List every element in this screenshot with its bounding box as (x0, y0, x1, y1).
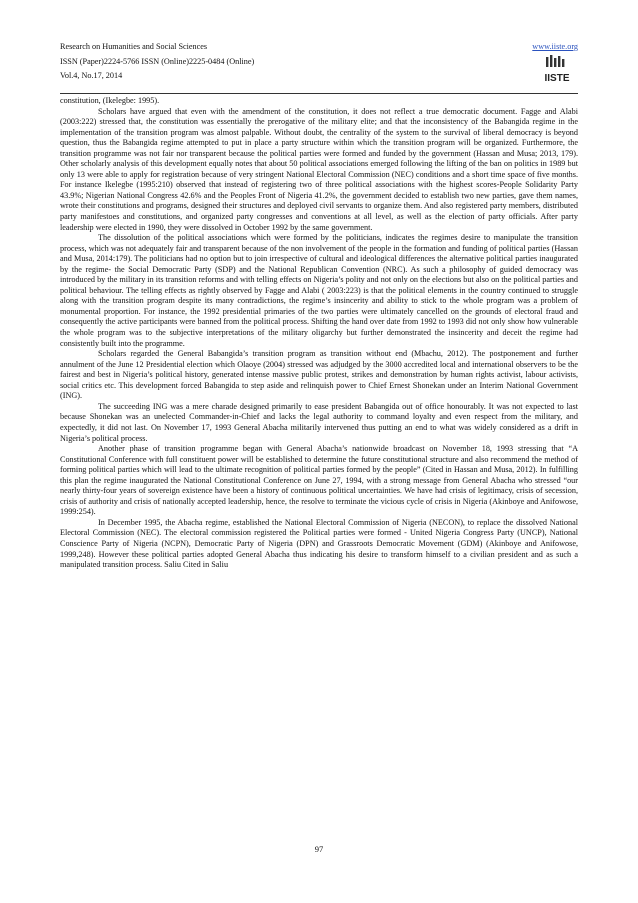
journal-url-link[interactable]: www.iiste.org (532, 42, 578, 51)
journal-info (60, 40, 254, 84)
journal-title: Research on Humanities and Social Sciences (60, 42, 208, 51)
body-paragraph: Another phase of transition programme began with General Abacha’s nationwide broadcast on November 18, 1993 stressing that “A Constitutional Conference with full constituent power will be established to determine the future constitutional structure and also recommend the method of forming political parties which will lead to the ultimate recognition of political parties formed by the people” (Cited in Hassan and Musa, 2012). In fulfilling this plan the regime inaugurated the National Constitutional Conference on June 27, 1994, with a strong message from General Abacha who stressed “our nearly thirty-four years of sovereign existence have been a history of continuous political uncertainties. We have had crisis of legitimacy, crisis of secession, crisis of authority and crisis of nationally accepted leadership, hence, the resolve to terminate the vicious cycle of crisis in Nigeria (Akinboye and Anifowose, 1999:254). (60, 444, 578, 517)
body-paragraph: The dissolution of the political associations which were formed by the politicians, indicates the regimes desire to manipulate the transition process, which was not adequately fair and transparent because of the non involvement of the people in the formation and funding of political parties (Hassan and Musa, 2014:179). The politicians had no option but to join irrespective of cultural and ideological differences the alternative political parties inaugurated by the regime- the Social Democratic Party (SDP) and the National Republican Convention (NRC). As such a philosophy of guided democracy was introduced by the military in its transition reforms and with telling effects on Nigeria’s polity and not only on the elections but also on the political parties and political behaviour. The telling effects as rightly observed by Fagge and Alabi ( 2003:223) is that the political elements in the country continued to struggle along with the transition program despite its many contradictions, the regime’s insincerity and ability to stick to the whole program was a problem of monumental proportion. For instance, the 1992 presidential primaries of the two parties were ultimately cancelled on the grounds of electoral fraud and consequently the active participants were banned from the political process. Shifting the hand over date from 1992 to 1993 did not only show how vulnerable the whole program was to the subjective interpretations of the military oligarchy but further demonstrated the insincerity and deceit the regime had consistently built into the programme. (60, 233, 578, 348)
body-paragraph: The succeeding ING was a mere charade designed primarily to ease president Babangida out of office honourably. It was not expected to last because Shonekan was an unelected Commander-in-Chief and lacks the legal authority to command loyalty and even respect from the military, and expectedly, it did not last. On November 17, 1993 General Abacha militarily intervened thus putting an end to what was widely considered as a drift in Nigeria’s political process. (60, 401, 578, 443)
body-paragraph: Scholars regarded the General Babangida’s transition program as transition without end (Mbachu, 2012). The postponement and further annulment of the June 12 Presidential election which Olaoye (2004) stressed was adjudged by the 3000 accredited local and international observers to be the fairest and best in Nigeria’s political history, generated intense massive public protest, strikes and demonstration by human rights activist, labour activists, social critics etc. This development forced Babangida to step aside and relinquish power to Chief Ernest Shonekan under an Interim National Government (ING). (60, 349, 578, 401)
body-paragraph: Scholars have argued that even with the amendment of the constitution, it does not reflect a true democratic document. Fagge and Alabi (2003:222) stressed that, the constitution was essentially the prerogative of the military elite; and that the inconsistency of the Babangida regime in the implementation of the transition program was almost palpable. Without doubt, the centrality of the system to the survival of liberal democracy is beyond question, thus the Babangida regime attempted to put in place a party structure within which the transition program will be organized. Furthermore, the transition programme was not fair nor transparent because the political parties were formed and funded by the government (Hassan and Musa; 2013, 179). Other scholarly analysis of this development equally notes that about 50 political associations emerged following the lifting of the ban on politics in 1989 but only 13 were able to apply for registration because of very stringent National Electoral Commission (NEC) conditions and a short time space of five months. For instance Ikelegbe (1995:210) observed that instead of registering two of three political associations with the highest scores-People Solidarity Party 43.9%; Nigerian National Congress 42.6% and the Peoples Front of Nigeria 41.2%, the government decided to establish two new parties, gave them names, wrote their constitutions and programs, designed their structures and deployed civil servants to organize them. And also registered party members, distributed party manifestoes and constitutions, and organized party congresses and conventions at all level, as well as the election of party officials. After party leadership were elected in 1990, they were dissolved in October 1992 by the same government. (60, 106, 578, 232)
volume-line: Vol.4, No.17, 2014 (60, 71, 123, 80)
body-paragraph: In December 1995, the Abacha regime, established the National Electoral Commission of Nigeria (NECON), to replace the dissolved National Electoral Commission (NEC). The electoral commission registered the Political parties were formed - United Nigeria Congress Party (UNCP), National Conscience Party of Nigeria (NCPN), Democratic Party of Nigeria (DPN) and Grassroots Democratic Movement (GDM) (Akinboye and Anifowose, 1999,248). However these political parties adopted General Abacha thus indicating his desire to transform himself to a civilian president and as such a manipulated transition process. Saliu Cited in Saliu (60, 517, 578, 570)
article-body (60, 96, 578, 571)
page-header (60, 40, 578, 92)
issn-line: ISSN (Paper)2224-5766 ISSN (Online)2225-0484 (Online) (60, 56, 255, 66)
header-rule (60, 93, 578, 94)
page-number: 97 (314, 844, 324, 854)
iiste-logo-icon (540, 55, 574, 85)
body-paragraph: constitution, (Ikelegbe: 1995). (60, 96, 160, 105)
logo-text: IISTE (544, 73, 570, 84)
